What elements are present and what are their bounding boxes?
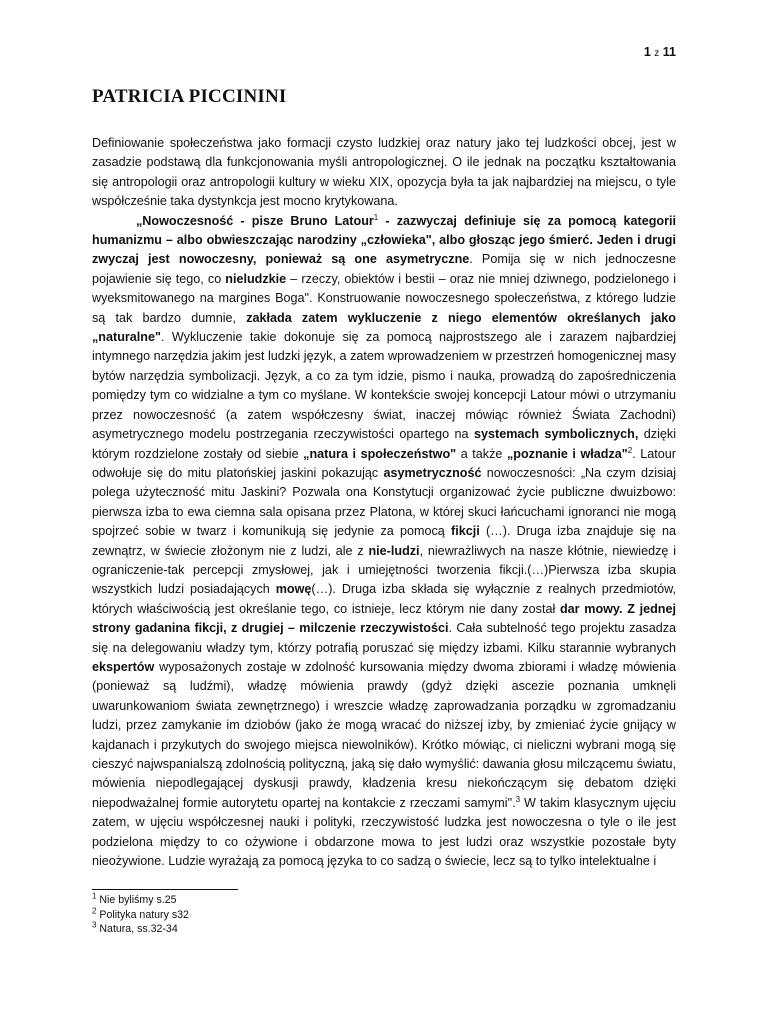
text-run: , niewrażliwych na nasze kłótnie, niewiedzę i ograniczenie-tak percepcji zmysłowej, jak i umiejętności tworzenia fikcji.(…)Pierwsza izba skupia wszystkich ludzi posiadających — [92, 543, 676, 597]
footnotes — [92, 893, 189, 937]
footnote-1 — [92, 893, 189, 908]
body-text — [92, 134, 676, 871]
footnote-ref-3: 3 — [515, 794, 521, 804]
text-run: W takim klasycznym ujęciu zatem, w ujęciu współczesnej nauki i polityki, rzeczywistość ludzka jest nowoczesna o tyle o ile jest podzielona między to co ożywione i obdarzone mowa to jest ludzi oraz wszystkie pozostałe byty nieożywione. Ludzie wyrażają za pomocą języka to co sadzą o świecie, lecz są to tylko intelektualne i — [92, 795, 676, 869]
footnote-2 — [92, 905, 189, 923]
quote-intro: „Nowoczesność - pisze Bruno Latour — [136, 213, 374, 228]
text-run: . Pomija się w nich jednoczesne pojawienie się tego, co — [92, 252, 676, 286]
emphasis-nieludzkie: nieludzkie — [225, 271, 287, 286]
text-run: nowoczesności: „Na czym dzisiaj polega użyteczność mitu Jaskini? Pozwala ona Konstytucji organizować życie publiczne dwuizbowo: pierwsza izba to ewa ciemna sala opisana przez Platona, w której skuci łańcuchami ignoranci nie mogą spojrzeć sobie w twarz i komunikują się jedynie za pomocą — [92, 465, 676, 539]
emphasis-asymetrycznosc: asymetryczność — [383, 465, 482, 480]
footnote-number: 3 — [92, 920, 97, 930]
footnote-number: 2 — [92, 905, 97, 915]
page-separator: z — [654, 48, 660, 59]
emphasis-wykluczenie: zakłada zatem wykluczenie z niego elementów określanych jako „naturalne" — [92, 310, 676, 345]
text-run: dzięki którym rozdzielone zostały od siebie — [92, 427, 676, 461]
emphasis-ekspertow: ekspertów — [92, 659, 155, 674]
text-run: – rzeczy, obiektów i bestii – oraz nie mniej dziwnego, podzielonego i wyeksmitowanego na margines Boga". Konstruowanie nowoczesnego społeczeństwa, z którego ludzie są tak bardzo dumnie, — [92, 271, 676, 325]
footnote-3 — [92, 922, 189, 937]
page-total: 11 — [662, 45, 676, 59]
paragraph-2 — [92, 212, 676, 872]
emphasis-dar-mowy: dar mowy. Z jednej strony gadanina fikcji, z drugiej – milczenie rzeczywistości — [92, 601, 676, 636]
footnote-ref-2: 2 — [627, 445, 633, 455]
footnote-separator — [92, 889, 238, 890]
document-title: PATRICIA PICCININI — [92, 86, 287, 107]
text-run: . Latour odwołuje się do mitu platońskiej jaskini pokazując — [92, 446, 676, 480]
quote-definition: - zazwyczaj definiuje się za pomocą kategorii humanizmu – albo obwieszczając narodziny „człowieka", albo głosząc jego śmierć. Jeden i drugi zwyczaj jest nowoczesny, ponieważ są one asymetryczne — [92, 213, 677, 267]
footnote-ref-1: 1 — [373, 212, 379, 222]
emphasis-poznanie: „poznanie i władza" — [506, 446, 628, 461]
paragraph-1: Definiowanie społeczeństwa jako formacji czysto ludzkiej oraz natury jako tej ludzkości obcej, jest w zasadzie podstawą dla funkcjonowania myśli antropologicznej. O ile jednak na początku kształtowania się antropologii oraz antropologii kultury w wieku XIX, opozycja była ta jak najbardziej na miejscu, o tyle współcześnie taka dystynkcja jest mocno krytykowana. — [92, 136, 676, 209]
footnote-text: Nie byliśmy s.25 — [96, 894, 177, 906]
emphasis-mowe: mowę — [275, 582, 312, 597]
footnote-text: Polityka natury s32 — [96, 908, 189, 921]
emphasis-nie-ludzi: nie-ludzi — [368, 543, 420, 558]
page-counter — [644, 45, 676, 59]
emphasis-systemy: systemach symbolicznych, — [474, 427, 639, 442]
text-run: (…). Druga izba składa się wyłącznie z realnych przedmiotów, których właściwością jest określanie tego, co istnieje, lecz którym nie dany został — [92, 582, 676, 616]
text-run: . Wykluczenie takie dokonuje się za pomocą najprostszego ale i zarazem najbardziej intymnego narzędzia jakim jest ludzki język, a zatem wprowadzeniem w przestrzeń homogenicznej masy bytów narzędzia symbolizacji. Język, a co za tym idzie, pismo i nauka, prowadzą do zapośredniczenia pomiędzy tym co widzialne a tym co myślane. W kontekście swojej koncepcji Latour mówi o utrzymaniu przez nowoczesność (a zatem współczesny świat, inaczej mówiąc również Świata Zachodni) asymetrycznego modelu postrzegania rzeczywistości opartego na — [92, 330, 676, 442]
text-run: a także — [456, 446, 507, 461]
page-current: 1 — [643, 45, 651, 59]
text-run: . Cała subtelność tego projektu zasadza się na delegowaniu władzy tym, którzy potrafią poruszać się między izbami. Kilku starannie wybranych — [92, 621, 677, 655]
emphasis-fikcji: fikcji — [451, 524, 480, 539]
text-run: wyposażonych zostaje w zdolność kursowania między dwoma zbiorami i władzę mówienia (ponieważ są ludźmi), władzę mówienia prawdy (gdyż dzięki ascezie poznania umknęli uwarunkowaniom świata zewnętrznego) i wreszcie władzę zaprowadzania porządku w zgromadzaniu ludzi, przez zamykanie im dziobów (jako że mogą wracać do niższej izby, by zmieniać życie gnijący w kajdanach i przykutych do swojego miejsca niewolników). Krótko mówiąc, ci nieliczni wybrani mogą się cieszyć najwspanialszą zdolnością polityczną, jaką się dało wymyślić: dawania głosu milczącemu światu, mówienia niepodlegającej dyskusji prawdy, kładzenia kresu niekończącym się debatom dzięki niepodważalnej formie autorytetu opartej na kontakcie z rzeczami samymi". — [92, 659, 676, 810]
footnote-text: Natura, ss.32-34 — [96, 923, 178, 935]
footnote-number: 1 — [92, 891, 97, 901]
emphasis-natura: „natura i społeczeństwo" — [303, 446, 457, 461]
text-run: (…). Druga izba znajduje się na zewnątrz, w świecie złożonym nie z ludzi, ale z — [92, 524, 676, 558]
